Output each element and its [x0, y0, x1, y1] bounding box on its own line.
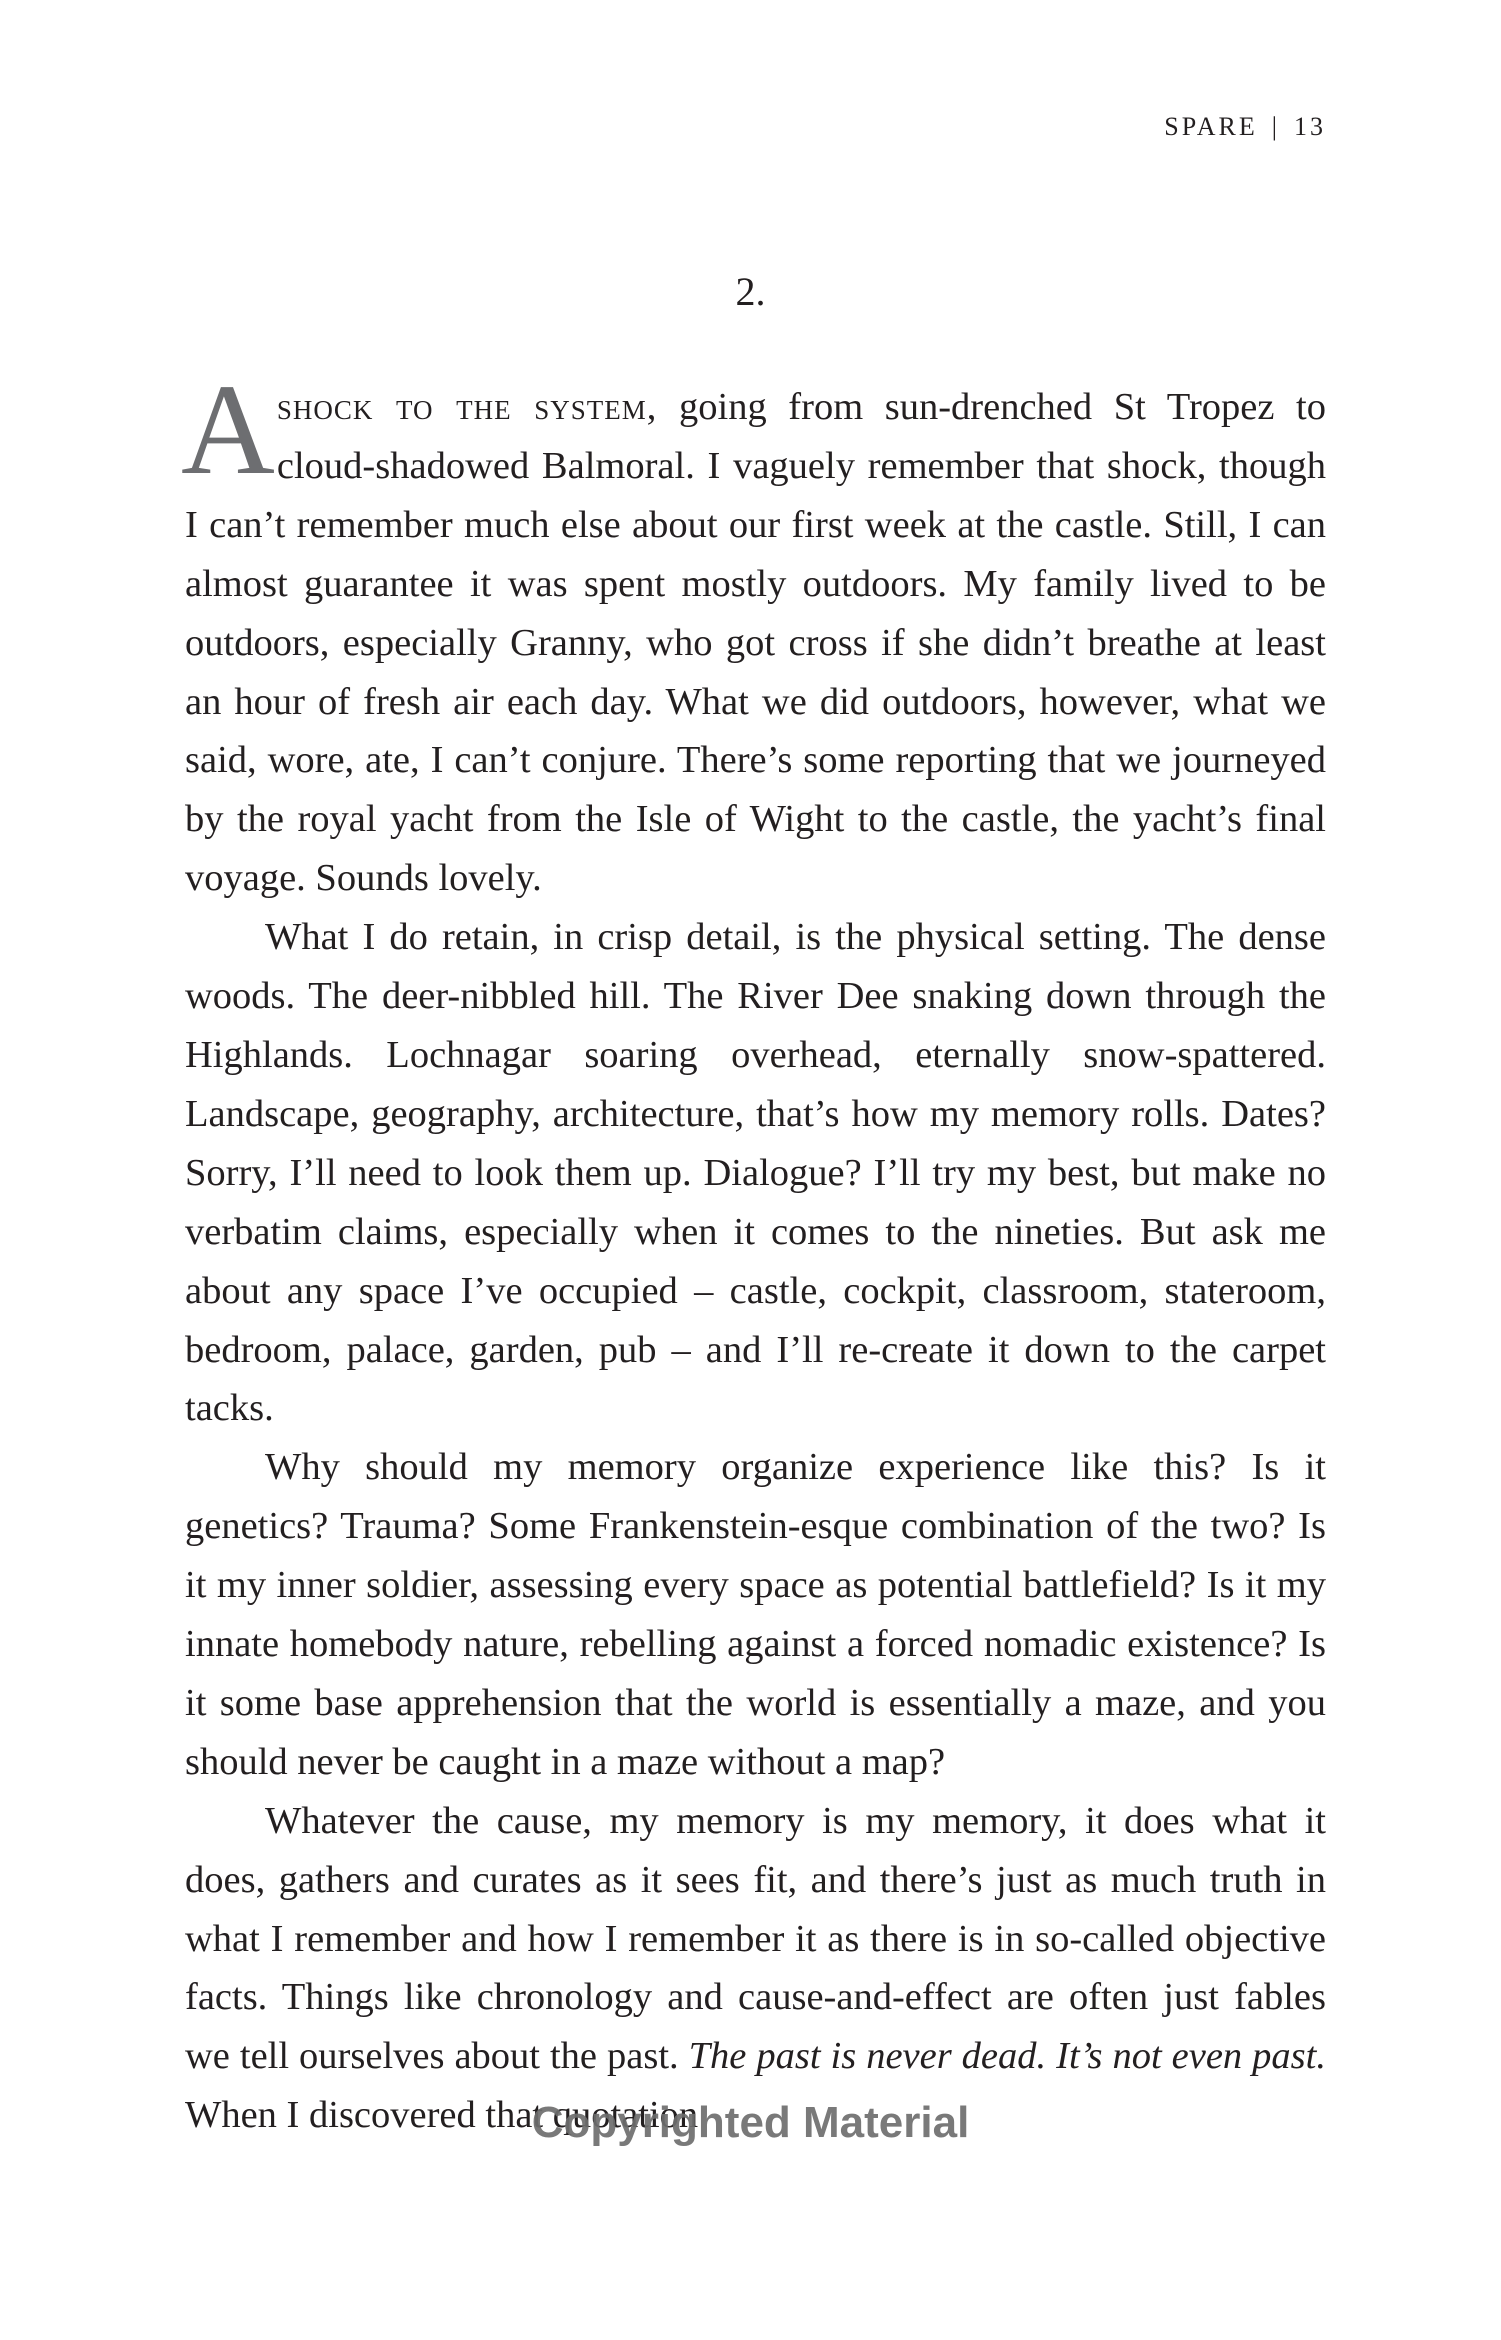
italic-quotation: The past is never dead. It’s not even past.	[688, 2035, 1326, 2078]
copyright-watermark: Copyrighted Material	[531, 2098, 970, 2147]
lead-in-small-caps: shock to the system,	[276, 386, 658, 428]
paragraph-4-text-before: Whatever the cause, my memory is my memory, it does what it does, gathers and curates as it sees fit, and there’s just as much truth in what I remember and how I remember it as there is in so-called objective facts. Things like chronology and cause-and-effect are often just fables we tell ourselves about the past.	[185, 1799, 1326, 2078]
drop-cap: A	[181, 358, 275, 502]
paragraph-1-text: going from sun-drenched St Tropez to cloud-shadowed Balmoral. I vaguely remember that shock, though I can’t remember much else about our first week at the castle. Still, I can almost guarantee it was spent mostly outdoors. My family lived to be outdoors, especially Granny, who got cross if she didn’t breathe at least an hour of fresh air each day. What we did outdoors, however, what we said, wore, ate, I can’t conjure. There’s some reporting that we journeyed by the royal yacht from the Isle of Wight to the castle, the yacht’s final voyage. Sounds lovely.	[185, 386, 1327, 900]
running-head	[1164, 112, 1326, 142]
running-head-separator: |	[1271, 112, 1280, 141]
paragraph-4	[185, 1792, 1326, 2145]
paragraph-4-text-after: When I discovered that quotation	[185, 2094, 699, 2137]
paragraph-3: Why should my memory organize experience like this? Is it genetics? Trauma? Some Frankenstein-esque combination of the two? Is it my inner soldier, assessing every space as potential battlefield? Is it my innate homebody nature, rebelling against a forced nomadic existence? Is it some base apprehension that the world is essentially a maze, and you should never be caught in a maze without a map?	[185, 1446, 1326, 1783]
body-text	[181, 358, 1327, 2145]
page-number: 13	[1294, 112, 1326, 141]
running-head-title: SPARE	[1164, 112, 1258, 141]
chapter-number: 2.	[735, 269, 766, 314]
paragraph-1	[181, 358, 1327, 908]
paragraph-2: What I do retain, in crisp detail, is the physical setting. The dense woods. The deer-nibbled hill. The River Dee snaking down through the Highlands. Lochnagar soaring overhead, eternally snow-spattered. Landscape, geography, architecture, that’s how my memory rolls. Dates? Sorry, I’ll need to look them up. Dialogue? I’ll try my best, but make no verbatim claims, especially when it comes to the nineties. But ask me about any space I’ve occupied – castle, cockpit, classroom, stateroom, bedroom, palace, garden, pub – and I’ll re-create it down to the carpet tacks.	[185, 916, 1326, 1430]
